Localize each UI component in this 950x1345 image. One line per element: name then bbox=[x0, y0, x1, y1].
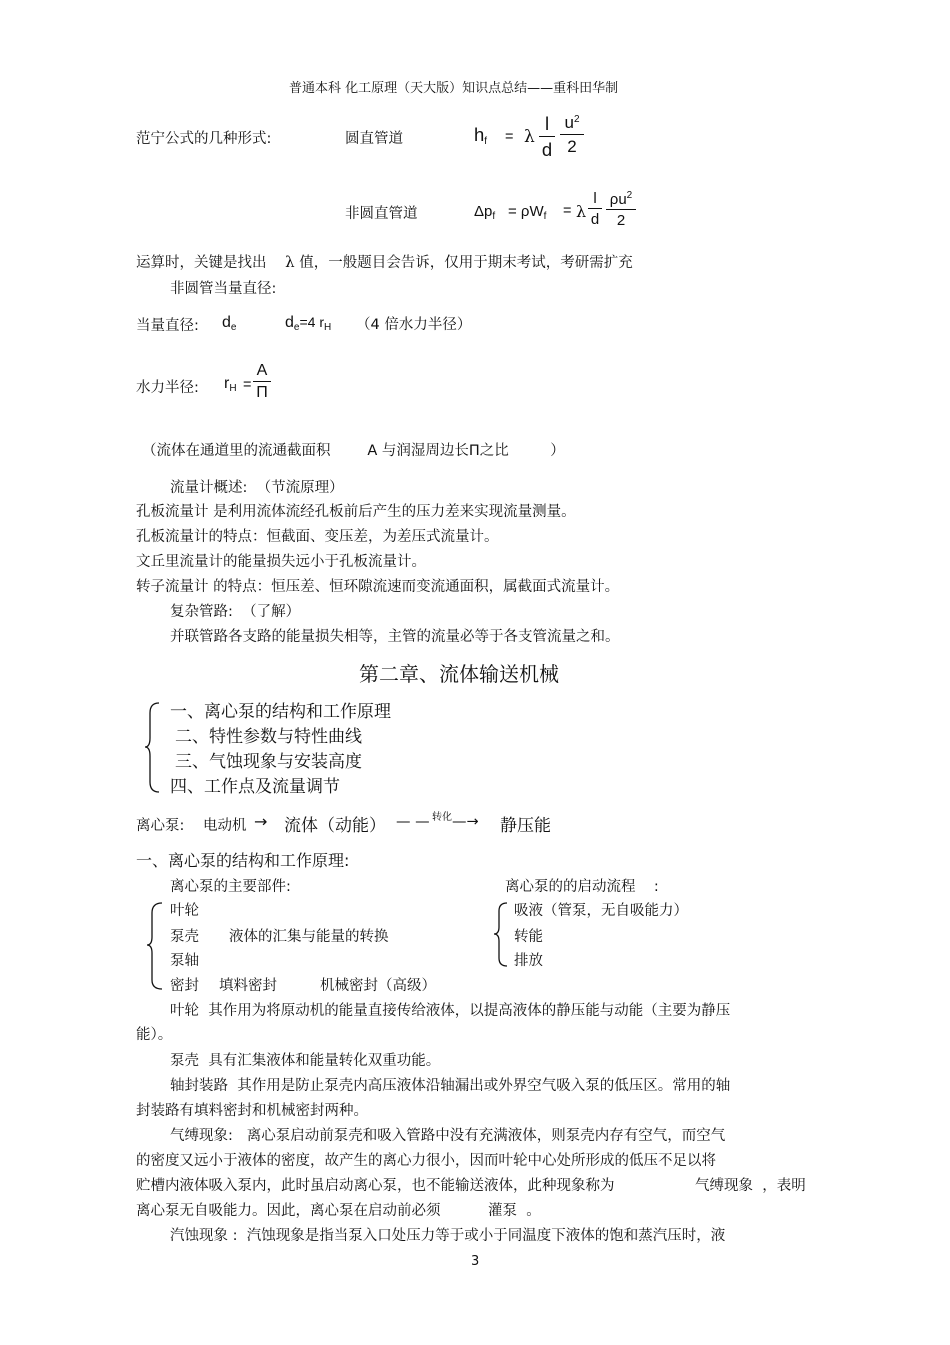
parts-brace bbox=[145, 900, 165, 992]
static-pressure-text: 静压能 bbox=[500, 816, 551, 836]
air-binding-line-3: 贮槽内液体吸入泵内，此时虽启动离心泵，也不能输送液体，此种现象称为 bbox=[136, 1178, 615, 1194]
hf-subscript: f bbox=[484, 136, 488, 147]
seal-paragraph: 轴封装路 其作用是防止泵壳内高压液体沿轴漏出或外界空气吸入泵的低压区。常用的轴 bbox=[170, 1078, 731, 1094]
flow-meter-line-2: 孔板流量计的特点：恒截面、变压差，为差压式流量计。 bbox=[136, 529, 499, 545]
complex-pipe-heading: 复杂管路: （了解） bbox=[170, 604, 301, 620]
air-binding-line-1: 气缚现象: 离心泵启动前泵壳和吸入管路中没有充满液体，则泵壳内存有空气，而空气 bbox=[170, 1128, 726, 1144]
fluid-kinetic-text: 流体（动能） bbox=[284, 816, 386, 836]
equals-sign-2: = bbox=[563, 203, 572, 219]
outline-item-4: 四、工作点及流量调节 bbox=[170, 777, 340, 797]
fanning-label: 范宁公式的几种形式: bbox=[136, 131, 272, 147]
complex-pipe-text: 并联管路各支路的能量损失相等，主管的流量必等于各支管流量之和。 bbox=[170, 629, 620, 645]
hydraulic-radius-label: 水力半径: bbox=[136, 380, 199, 396]
l-numerator: l bbox=[544, 113, 550, 134]
page-header: 普通本科 化工原理（天大版）知识点总结——重科田华制 bbox=[289, 81, 619, 96]
wf-subscript: f bbox=[543, 211, 547, 222]
chapter-title: 第二章、流体输送机械 bbox=[359, 662, 559, 686]
rh-symbol: r bbox=[224, 375, 230, 392]
hf-symbol: h bbox=[474, 124, 485, 145]
delta-p-symbol: Δp bbox=[474, 203, 493, 220]
part-shell: 泵壳 bbox=[170, 929, 199, 945]
air-binding-term: 气缚现象 ，表明 bbox=[695, 1178, 806, 1194]
priming-term: 灌泵 。 bbox=[488, 1203, 541, 1219]
convert-label: 转化 bbox=[432, 812, 452, 823]
a-numerator: A bbox=[256, 362, 268, 379]
dash-arrow-part1: — — bbox=[396, 814, 430, 830]
shell-paragraph: 泵壳 具有汇集液体和能量转化双重功能。 bbox=[170, 1053, 441, 1069]
startup-heading: 离心泵的的启动流程 : bbox=[505, 879, 659, 895]
section-1-title: 一、离心泵的结构和工作原理: bbox=[136, 851, 350, 870]
rh-subscript: H bbox=[229, 383, 237, 394]
noncircular-heading: 非圆管当量直径: bbox=[170, 281, 277, 297]
two-denominator: 2 bbox=[567, 137, 577, 156]
impeller-paragraph-cont: 能）。 bbox=[136, 1027, 173, 1043]
a-over-pi bbox=[253, 362, 271, 402]
outline-item-3: 三、气蚀现象与安装高度 bbox=[175, 752, 362, 772]
calc-note bbox=[136, 251, 633, 272]
air-binding-line-2: 的密度又远小于液体的密度，故产生的离心力很小，因而叶轮中心处所形成的低压不足以将 bbox=[136, 1153, 716, 1169]
part-seal: 密封 bbox=[170, 978, 199, 994]
motor-text: 电动机 bbox=[203, 818, 247, 834]
outline-item-2: 二、特性参数与特性曲线 bbox=[175, 727, 362, 747]
l-numerator-2: l bbox=[593, 190, 597, 207]
flow-meter-line-1: 孔板流量计 是利用流体流经孔板前后产生的压力差来实现流量测量。 bbox=[136, 504, 576, 520]
calc-note-part1: 运算时，关键是找出 bbox=[136, 255, 267, 271]
arrow-right-icon: → bbox=[254, 812, 268, 831]
rho-u-numerator: ρu bbox=[609, 191, 627, 208]
flow-meter-heading: 流量计概述: （节流原理） bbox=[170, 480, 344, 496]
seal-paragraph-cont: 封装路有填料密封和机械密封两种。 bbox=[136, 1103, 368, 1119]
impeller-paragraph: 叶轮 其作用为将原动机的能量直接传给液体，以提高液体的静压能与动能（主要为静压 bbox=[170, 1003, 731, 1019]
shell-note: 液体的汇集与能量的转换 bbox=[229, 929, 389, 945]
rho-u-square: 2 bbox=[626, 190, 633, 201]
rho-u2-over-2 bbox=[606, 190, 636, 229]
part-impeller: 叶轮 bbox=[170, 903, 199, 919]
delta-p-subscript: f bbox=[492, 211, 496, 222]
round-pipe-label: 圆直管道 bbox=[345, 131, 403, 147]
air-binding-line-4: 离心泵无自吸能力。因此，离心泵在启动前必须 bbox=[136, 1203, 441, 1219]
de-formula-rhs: =4 r bbox=[299, 314, 324, 330]
two-denominator-2: 2 bbox=[616, 212, 626, 229]
part-shaft: 泵轴 bbox=[170, 953, 199, 969]
d-denominator-2: d bbox=[590, 211, 600, 228]
outline-item-1: 一、离心泵的结构和工作原理 bbox=[170, 702, 391, 722]
d-denominator: d bbox=[541, 139, 553, 160]
startup-brace bbox=[492, 900, 510, 970]
de-note: （4 倍水力半径） bbox=[356, 317, 472, 333]
startup-step-1: 吸液（管泵，无自吸能力） bbox=[514, 903, 688, 919]
outline-brace bbox=[143, 700, 165, 795]
flow-meter-line-3: 文丘里流量计的能量损失远小于孔板流量计。 bbox=[136, 554, 426, 570]
de-formula-subscript: e bbox=[293, 322, 300, 333]
pi-denominator: Π bbox=[256, 384, 268, 401]
flow-meter-line-4: 转子流量计 的特点：恒压差、恒环隙流速而变流通面积，属截面式流量计。 bbox=[136, 579, 620, 595]
de-formula bbox=[285, 314, 331, 333]
lambda-symbol-2: λ bbox=[576, 202, 587, 221]
rh-note: （流体在通道里的流通截面积 A 与润湿周边长Π之比 ） bbox=[142, 443, 565, 459]
calc-note-part2: 值，一般题目会告诉，仅用于期末考试，考研需扩充 bbox=[299, 255, 633, 271]
page-number: 3 bbox=[471, 1254, 480, 1269]
startup-step-3: 排放 bbox=[514, 953, 543, 969]
de-subscript: e bbox=[230, 322, 237, 333]
rh-equals: = bbox=[243, 377, 252, 393]
de-formula-symbol: d bbox=[285, 314, 294, 331]
u-numerator: u bbox=[564, 113, 574, 132]
equals-sign: = bbox=[505, 129, 514, 145]
lambda-symbol: λ bbox=[524, 127, 535, 147]
equivalent-diameter-label: 当量直径: bbox=[136, 318, 199, 334]
u-square: 2 bbox=[573, 114, 580, 125]
pump-chain-label: 离心泵: bbox=[136, 818, 185, 834]
l-over-d-2 bbox=[588, 190, 602, 228]
de-symbol: d bbox=[222, 314, 231, 331]
parts-heading: 离心泵的主要部件: bbox=[170, 879, 291, 895]
dash-arrow-part2: —→ bbox=[452, 814, 479, 830]
seal-packing: 填料密封 bbox=[219, 978, 277, 994]
l-over-d bbox=[539, 113, 555, 161]
noncircular-pipe-label: 非圆直管道 bbox=[345, 206, 418, 222]
rho-wf: = ρW bbox=[508, 203, 544, 220]
startup-step-2: 转能 bbox=[514, 929, 543, 945]
de-formula-rh-sub: H bbox=[323, 322, 332, 333]
u2-over-2 bbox=[560, 113, 584, 157]
seal-mechanical: 机械密封（高级） bbox=[320, 978, 436, 994]
lambda-inline: λ bbox=[285, 253, 295, 271]
cavitation-paragraph: 汽蚀现象 : 汽蚀现象是指当泵入口处压力等于或小于同温度下液体的饱和蒸汽压时，液 bbox=[170, 1228, 726, 1244]
